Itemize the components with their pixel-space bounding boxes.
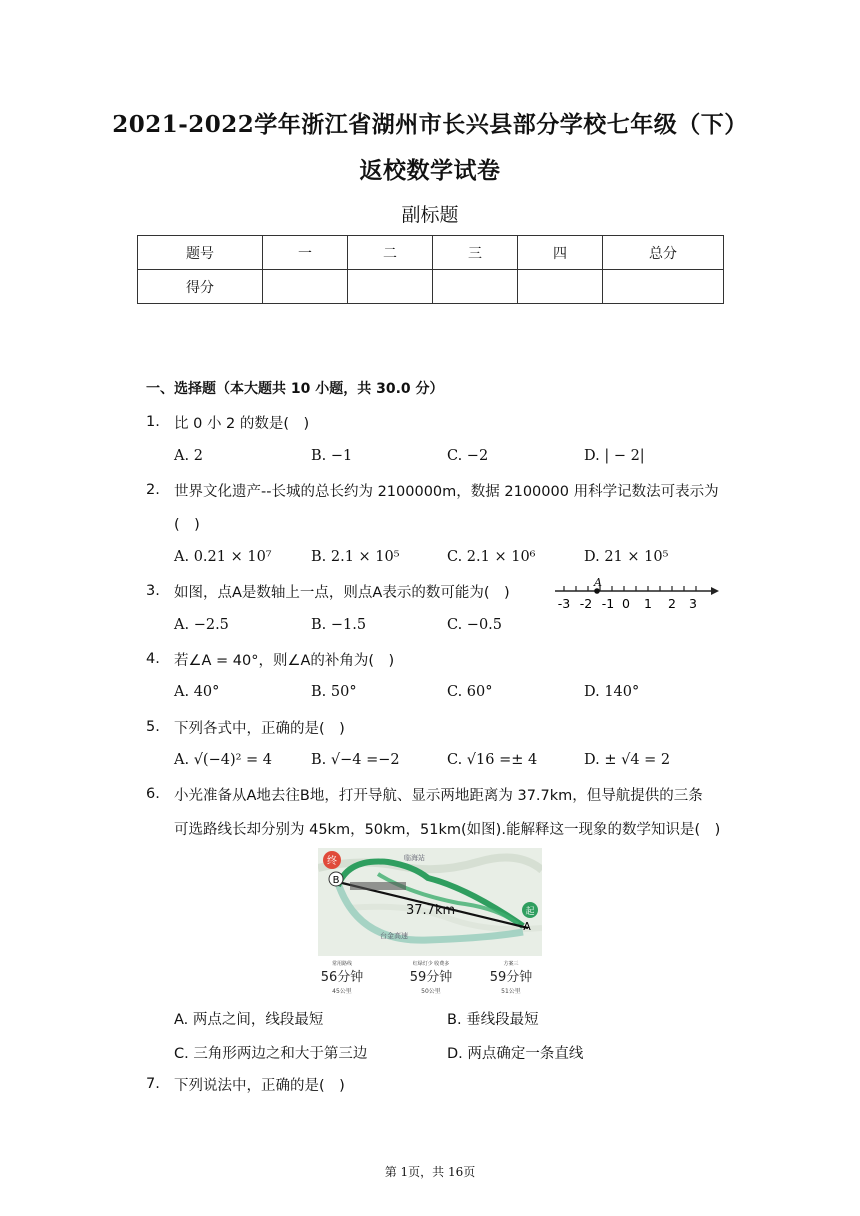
score-header-cell: 三 [433,236,518,270]
place-label: 台金高速 [380,932,408,940]
score-header-cell: 总分 [603,236,724,270]
exam-subtitle: 副标题 [401,204,459,226]
option-b: B. 垂线段最短 [447,1012,539,1028]
exam-title-line2: 返校数学试卷 [359,157,501,184]
score-table-header-row [138,236,724,270]
score-table-row [138,270,724,304]
score-header-cell: 二 [348,236,433,270]
option-b: B. 50° [311,684,357,700]
question-number: 1. [146,414,160,430]
option-c: C. −2 [447,448,489,464]
question-text: 比 0 小 2 的数是( ) [174,416,310,432]
section-heading: 一、选择题（本大题共 10 小题，共 30.0 分） [146,381,444,397]
option-a: A. √(−4)² = 4 [174,752,273,768]
point-a-label: A [523,920,531,933]
score-cell[interactable] [433,270,518,304]
route-dist: 45公里 [332,988,352,995]
option-b: B. −1.5 [311,617,367,633]
option-b: B. √−4 =−2 [311,752,400,768]
score-header-cell: 题号 [138,236,263,270]
question-number: 7. [146,1076,160,1092]
score-cell[interactable] [518,270,603,304]
end-marker-label: 终 [327,856,337,867]
option-d: D. 21 × 10⁵ [584,549,669,565]
question-number: 2. [146,482,160,498]
point-b-label: B [332,875,340,886]
tick-label: -3 [557,596,571,611]
score-header-cell: 一 [263,236,348,270]
question-text: 下列各式中，正确的是( ) [174,721,345,737]
option-a: A. 2 [174,448,203,464]
question-text: 如图，点A是数轴上一点，则点A表示的数可能为( ) [174,585,510,601]
question-text-cont: ( ) [174,517,200,533]
option-a: A. 两点之间，线段最短 [174,1012,324,1028]
option-c: C. 2.1 × 10⁶ [447,549,536,565]
score-header-cell: 四 [518,236,603,270]
number-line-figure [553,578,723,612]
score-cell[interactable] [263,270,348,304]
option-a: A. 0.21 × 10⁷ [174,549,272,565]
question-text: 下列说法中，正确的是( ) [174,1078,345,1094]
route-label: 常用路线 [331,961,353,967]
option-d: D. 两点确定一条直线 [447,1046,584,1062]
page-footer: 第 1页，共 16页 [384,1165,476,1179]
route-time: 59分钟 [489,970,533,985]
question-text: 若∠A = 40°，则∠A的补角为( ) [174,653,395,669]
place-label: 临海站 [404,854,425,862]
question-text: 世界文化遗产--长城的总长约为 2100000m，数据 2100000 用科学记数法可表示为 [174,484,719,500]
score-table [137,235,724,304]
option-c: C. 60° [447,684,493,700]
option-d: D. ± √4 = 2 [584,752,671,768]
question-text-cont: 可选路线长却分别为 45km，50km，51km(如图).能解释这一现象的数学知识是( ) [174,822,721,838]
option-a: A. −2.5 [174,617,229,633]
start-marker-label: 起 [525,907,535,917]
tick-label: -2 [579,596,593,611]
tick-label: 0 [622,596,630,611]
option-c: C. √16 =± 4 [447,752,538,768]
tick-label: 1 [644,596,652,611]
route-label: 方案三 [503,961,519,967]
exam-title-line1: 2021-2022学年浙江省湖州市长兴县部分学校七年级（下） [112,111,748,138]
route-time: 59分钟 [409,970,453,985]
score-cell[interactable] [603,270,724,304]
route-time: 56分钟 [320,970,364,985]
route-dist: 50公里 [421,988,441,995]
option-b: B. 2.1 × 10⁵ [311,549,400,565]
question-number: 5. [146,719,160,735]
option-c: C. 三角形两边之和大于第三边 [174,1046,368,1062]
option-a: A. 40° [174,684,220,700]
option-b: B. −1 [311,448,353,464]
score-cell[interactable] [348,270,433,304]
route-dist: 51公里 [501,988,521,995]
option-d: D. | − 2| [584,448,645,464]
question-text: 小光准备从A地去往B地，打开导航、显示两地距离为 37.7km，但导航提供的三条 [174,788,703,804]
route-label: 红绿灯少 收费多 [412,961,450,967]
tick-label: 3 [689,596,697,611]
question-number: 3. [146,583,160,599]
tick-label: -1 [601,596,615,611]
score-row-label: 得分 [138,270,263,304]
question-number: 6. [146,786,160,802]
point-a-dot [594,588,600,594]
point-a-label: A [594,578,602,589]
tick-label: 2 [668,596,676,611]
distance-label: 37.7km [406,903,456,918]
navigation-map-image [318,848,542,998]
question-number: 4. [146,651,160,667]
option-c: C. −0.5 [447,617,503,633]
option-d: D. 140° [584,684,640,700]
